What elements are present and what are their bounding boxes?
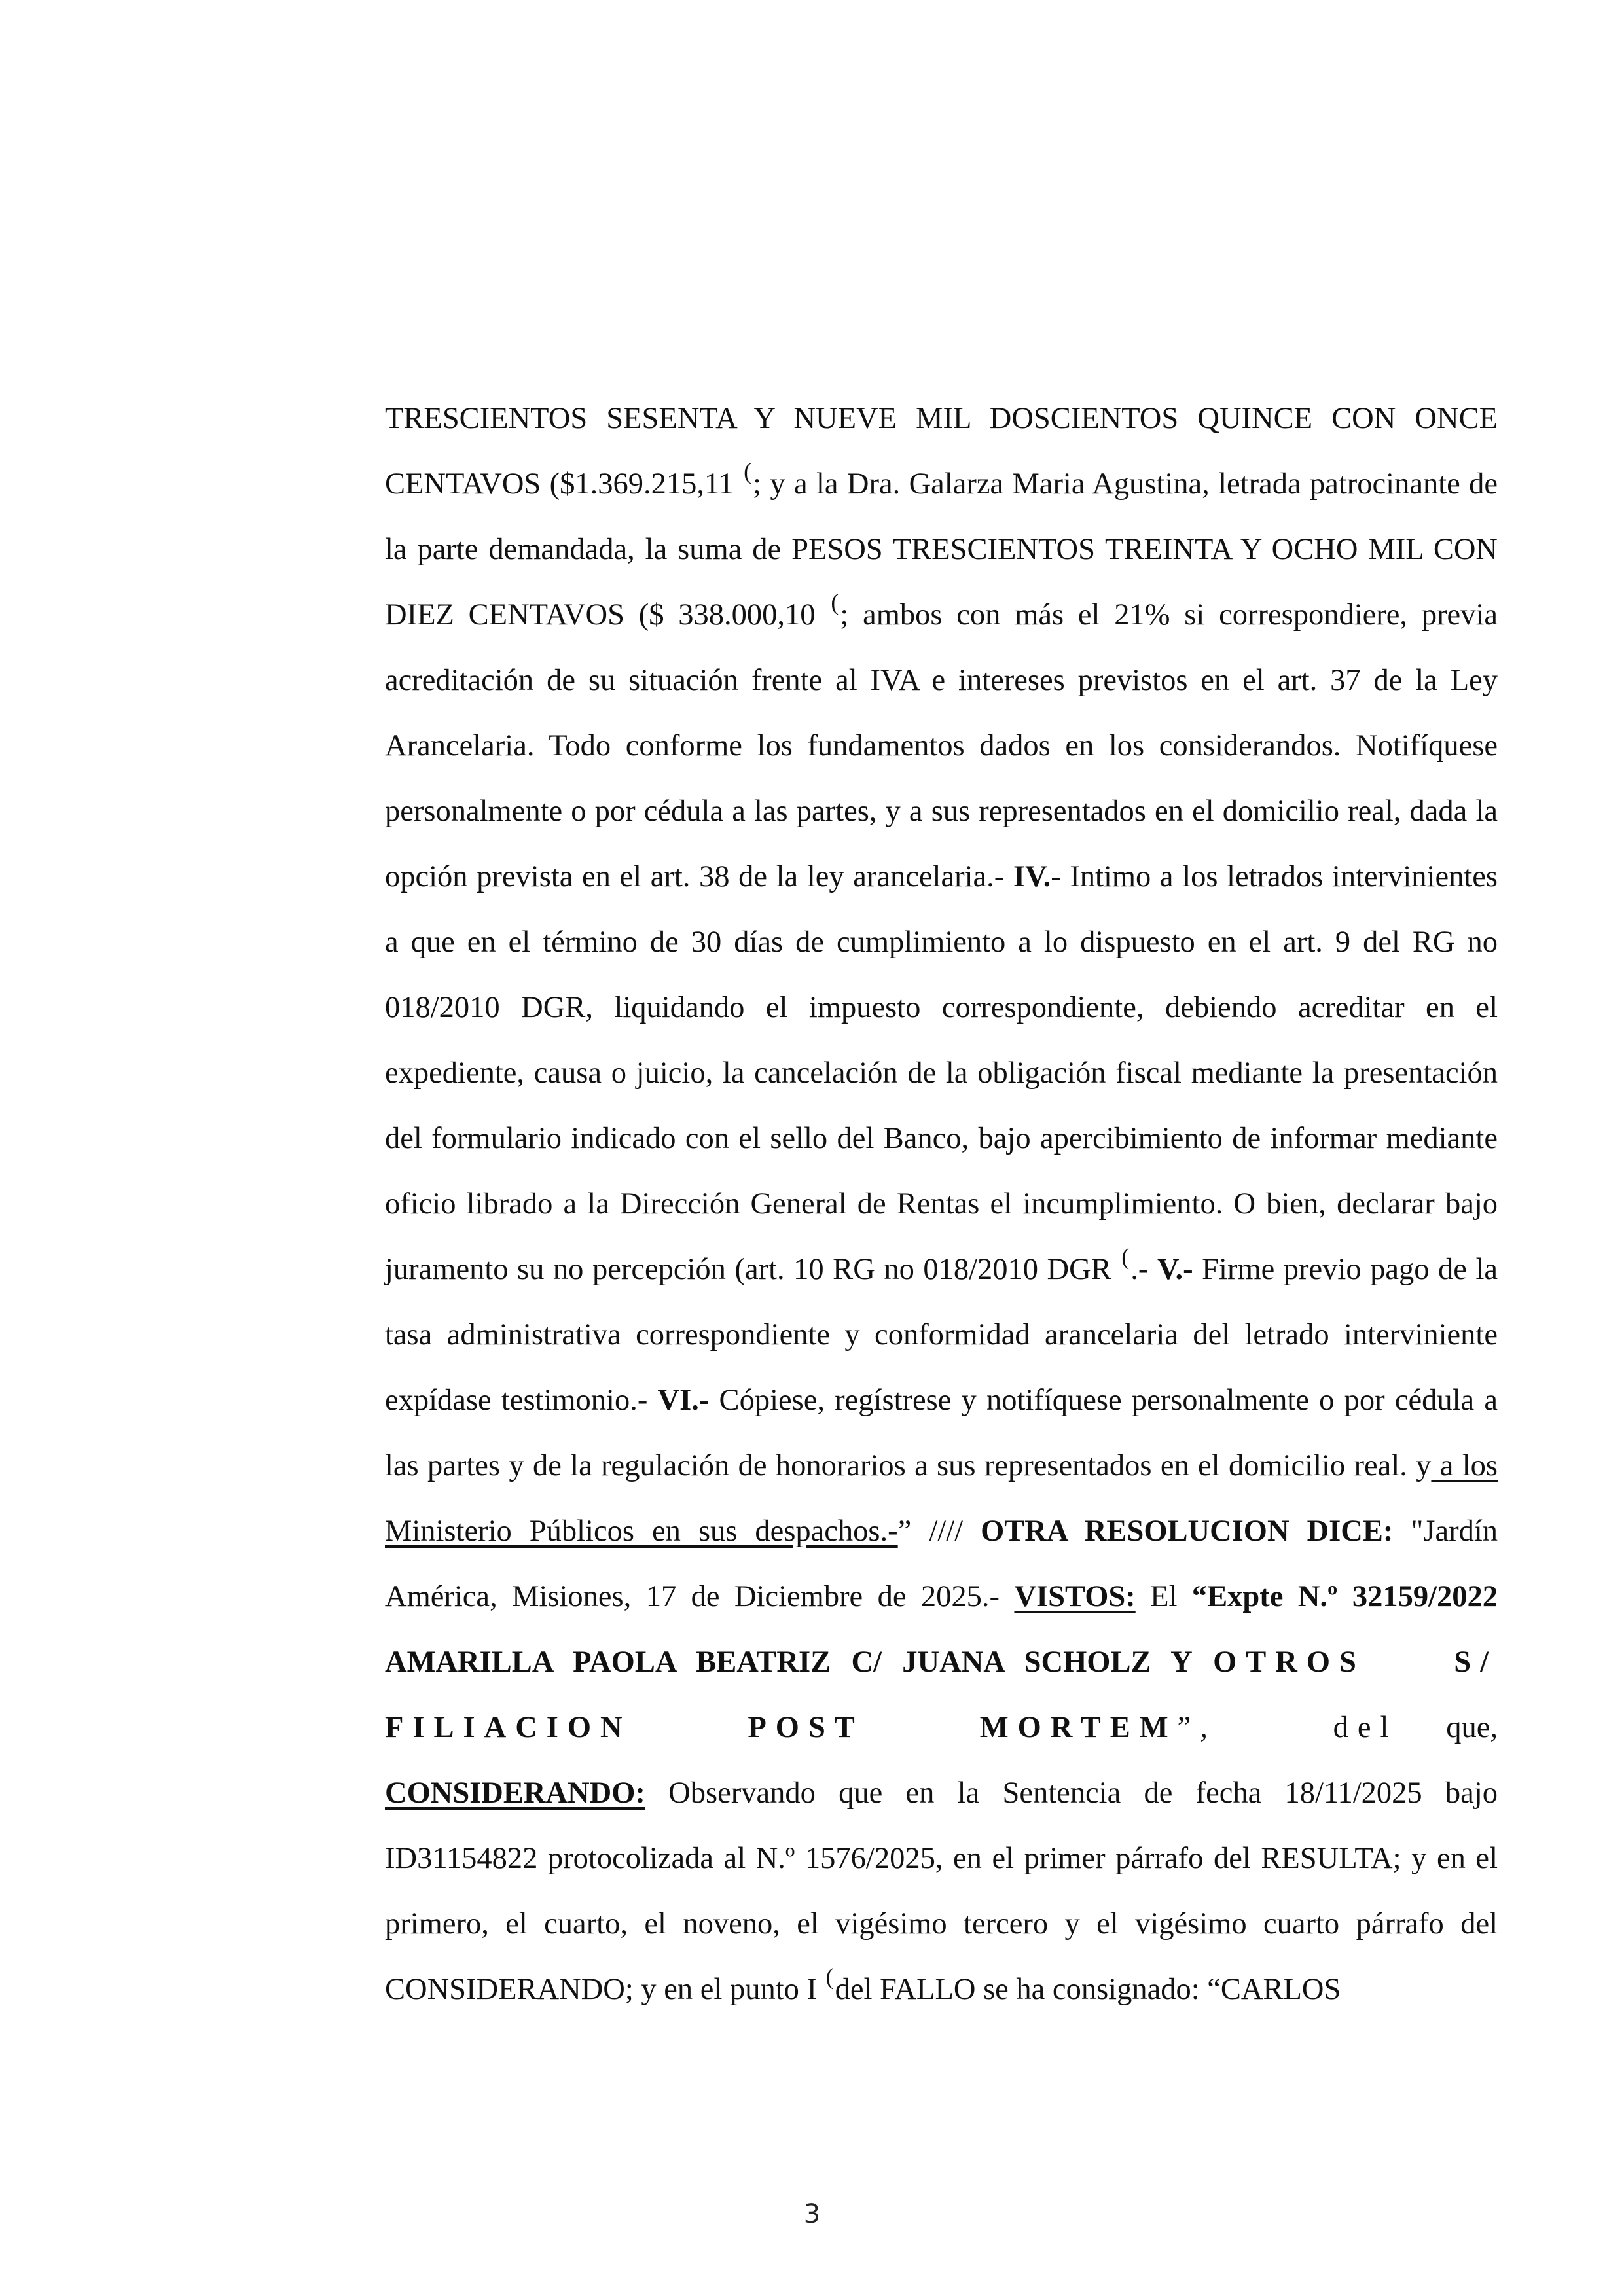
paren-mark: ( bbox=[825, 1964, 834, 1990]
section-marker-v: V.- bbox=[1157, 1253, 1193, 1286]
vistos-heading: VISTOS: bbox=[1014, 1580, 1136, 1613]
text-segment: ; y a la Dra. Galarza Maria Agustina, letrada patrocinante de la parte demandada, la suma de PESOS TRESCIENTOS TREINTA Y OCHO MIL CON DIEZ CENTAVOS ($ 338.000,10 bbox=[385, 467, 1498, 632]
case-title-continuation: OTROS S/ FILIACION POST MORTEM bbox=[385, 1645, 1498, 1744]
text-segment: TRESCIENTOS SESENTA Y NUEVE MIL DOSCIENTOS QUINCE CON ONCE CENTAVOS ($1.369.215,11 bbox=[385, 402, 1498, 501]
text-segment: El bbox=[1135, 1580, 1192, 1613]
paren-mark: ( bbox=[831, 589, 839, 615]
resolution-body-paragraph bbox=[385, 386, 1498, 2022]
paren-mark: ( bbox=[1121, 1244, 1130, 1270]
text-segment: Firme previo pago de la tasa administrativa correspondiente y conformidad arancelaria del letrado interviniente expídase testimonio.- bbox=[385, 1253, 1498, 1417]
page-number: 3 bbox=[803, 2199, 821, 2229]
paren-mark: ( bbox=[744, 458, 752, 484]
text-segment: .- bbox=[1130, 1253, 1157, 1286]
text-segment: Observando que en la Sentencia de fecha 18/11/2025 bajo ID31154822 protocolizada al N.º 1576/2025, en el primer párrafo del RESULTA; y en el primero, el cuarto, el noveno, el vigésimo tercero y el vigésimo cuarto párrafo del CONSIDERANDO; y en el punto I bbox=[385, 1776, 1498, 2006]
text-segment: "Jardín América, Misiones, 17 de Diciembre de 2025.- bbox=[385, 1515, 1498, 1613]
text-segment: que, bbox=[1398, 1711, 1498, 1744]
text-segment: Cópiese, regístrese y notifíquese personalmente o por cédula a las partes y de la regulación de honorarios a sus representados en el domicilio real. y bbox=[385, 1384, 1498, 1482]
text-segment: ” //// bbox=[897, 1515, 981, 1548]
text-segment: ”, del bbox=[1177, 1711, 1398, 1744]
section-marker-vi: VI.- bbox=[657, 1384, 710, 1417]
section-marker-iv: IV.- bbox=[1013, 860, 1061, 893]
text-segment: Intimo a los letrados intervinientes a que en el término de 30 días de cumplimiento a lo dispuesto en el art. 9 del RG no 018/2010 DGR, liquidando el impuesto correspondiente, debiendo acreditar en el expediente, causa o juicio, la cancelación de la obligación fiscal mediante la presentación del formulario indicado con el sello del Banco, bajo apercibimiento de informar mediante oficio librado a la Dirección General de Rentas el incumplimiento. O bien, declarar bajo juramento su no percepción (art. 10 RG no 018/2010 DGR bbox=[385, 860, 1498, 1286]
text-segment: del FALLO se ha consignado: “CARLOS bbox=[835, 1973, 1341, 2006]
considerando-heading: CONSIDERANDO: bbox=[385, 1776, 645, 1810]
underlined-text: a los Ministerio Públicos en sus despachos.- bbox=[385, 1449, 1498, 1548]
case-title: “Expte N.º 32159/2022 AMARILLA PAOLA BEATRIZ C/ JUANA SCHOLZ Y bbox=[385, 1580, 1498, 1679]
other-resolution-heading: OTRA RESOLUCION DICE: bbox=[981, 1515, 1394, 1548]
text-segment: ; ambos con más el 21% si correspondiere, previa acreditación de su situación frente al IVA e intereses previstos en el art. 37 de la Ley Arancelaria. Todo conforme los fundamentos dados en los considerandos. Notifíquese personalmente o por cédula a las partes, y a sus representados en el domicilio real, dada la opción prevista en el art. 38 de la ley arancelaria.- bbox=[385, 598, 1498, 893]
